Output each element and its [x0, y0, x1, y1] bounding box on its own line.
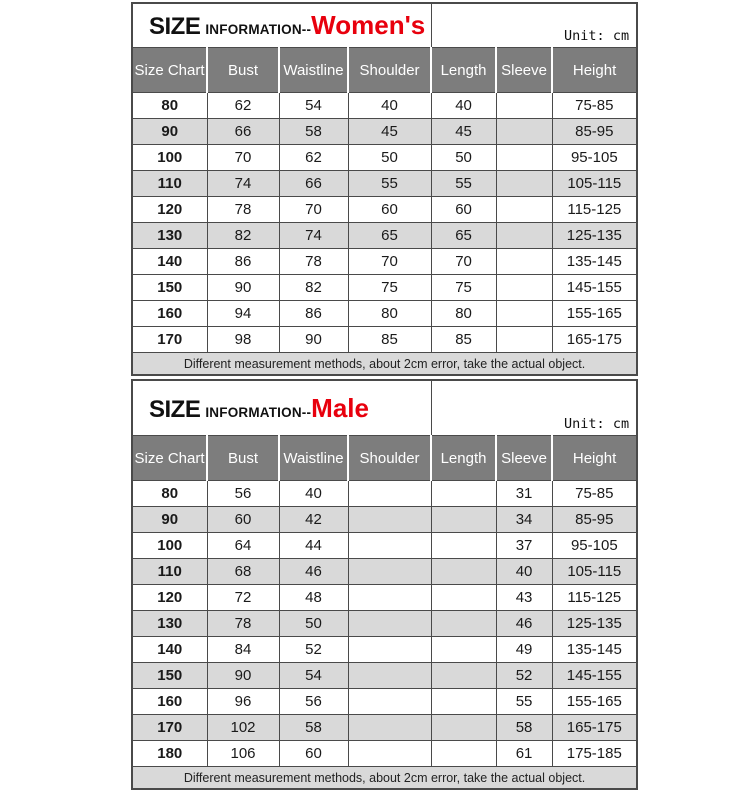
cell-bust: 66	[207, 119, 279, 145]
cell-sleeve: 43	[496, 585, 552, 611]
cell-length	[431, 611, 496, 637]
cell-waistline: 82	[279, 275, 348, 301]
column-header-size-chart: Size Chart	[132, 436, 207, 481]
cell-waistline: 90	[279, 327, 348, 353]
cell-bust: 82	[207, 223, 279, 249]
cell-size-chart: 80	[132, 481, 207, 507]
unit-label: Unit: cm	[564, 28, 630, 44]
cell-length: 60	[431, 197, 496, 223]
cell-length: 40	[431, 93, 496, 119]
cell-sleeve	[496, 93, 552, 119]
cell-bust: 74	[207, 171, 279, 197]
cell-sleeve	[496, 119, 552, 145]
cell-waistline: 78	[279, 249, 348, 275]
table-row	[132, 327, 637, 353]
cell-shoulder	[348, 741, 431, 767]
cell-shoulder	[348, 689, 431, 715]
cell-waistline: 62	[279, 145, 348, 171]
cell-height: 155-165	[552, 301, 637, 327]
table-row	[132, 171, 637, 197]
table-header-row	[132, 48, 637, 93]
cell-sleeve: 31	[496, 481, 552, 507]
cell-sleeve	[496, 223, 552, 249]
column-header-height: Height	[552, 48, 637, 93]
table-row	[132, 689, 637, 715]
cell-waistline: 58	[279, 715, 348, 741]
cell-bust: 98	[207, 327, 279, 353]
cell-size-chart: 130	[132, 611, 207, 637]
cell-length	[431, 689, 496, 715]
cell-waistline: 86	[279, 301, 348, 327]
cell-sleeve	[496, 171, 552, 197]
cell-waistline: 40	[279, 481, 348, 507]
cell-waistline: 54	[279, 93, 348, 119]
cell-shoulder: 75	[348, 275, 431, 301]
cell-height: 175-185	[552, 741, 637, 767]
cell-height: 135-145	[552, 637, 637, 663]
table-row	[132, 301, 637, 327]
cell-shoulder	[348, 715, 431, 741]
footnote-text: Different measurement methods, about 2cm error, take the actual object.	[132, 353, 637, 376]
cell-length	[431, 507, 496, 533]
cell-shoulder: 80	[348, 301, 431, 327]
cell-sleeve: 37	[496, 533, 552, 559]
cell-size-chart: 100	[132, 533, 207, 559]
size-information-sheet	[131, 2, 637, 790]
cell-shoulder	[348, 585, 431, 611]
title-size-label: SIZE	[149, 395, 201, 423]
cell-height: 105-115	[552, 171, 637, 197]
cell-waistline: 42	[279, 507, 348, 533]
cell-shoulder	[348, 533, 431, 559]
cell-sleeve: 52	[496, 663, 552, 689]
table-body	[132, 481, 637, 767]
cell-shoulder: 40	[348, 93, 431, 119]
cell-bust: 94	[207, 301, 279, 327]
cell-shoulder: 85	[348, 327, 431, 353]
cell-shoulder	[348, 559, 431, 585]
table-body	[132, 93, 637, 353]
column-header-sleeve: Sleeve	[496, 436, 552, 481]
cell-height: 145-155	[552, 275, 637, 301]
table-row	[132, 585, 637, 611]
table-row	[132, 481, 637, 507]
cell-length: 80	[431, 301, 496, 327]
cell-waistline: 44	[279, 533, 348, 559]
cell-waistline: 70	[279, 197, 348, 223]
cell-bust: 84	[207, 637, 279, 663]
column-header-shoulder: Shoulder	[348, 436, 431, 481]
cell-waistline: 46	[279, 559, 348, 585]
cell-waistline: 58	[279, 119, 348, 145]
cell-size-chart: 80	[132, 93, 207, 119]
cell-bust: 68	[207, 559, 279, 585]
cell-size-chart: 140	[132, 249, 207, 275]
cell-height: 165-175	[552, 327, 637, 353]
cell-sleeve: 55	[496, 689, 552, 715]
cell-length: 65	[431, 223, 496, 249]
cell-height: 115-125	[552, 197, 637, 223]
table-footnote-row	[132, 767, 637, 790]
cell-size-chart: 110	[132, 559, 207, 585]
cell-shoulder: 70	[348, 249, 431, 275]
cell-sleeve	[496, 197, 552, 223]
cell-waistline: 48	[279, 585, 348, 611]
cell-height: 75-85	[552, 481, 637, 507]
cell-height: 95-105	[552, 533, 637, 559]
cell-length	[431, 585, 496, 611]
cell-waistline: 56	[279, 689, 348, 715]
cell-length	[431, 715, 496, 741]
cell-bust: 64	[207, 533, 279, 559]
table-row	[132, 119, 637, 145]
cell-sleeve	[496, 327, 552, 353]
cell-length: 45	[431, 119, 496, 145]
cell-sleeve: 40	[496, 559, 552, 585]
cell-height: 165-175	[552, 715, 637, 741]
table-row	[132, 715, 637, 741]
cell-height: 155-165	[552, 689, 637, 715]
cell-waistline: 54	[279, 663, 348, 689]
table-title-row	[132, 3, 637, 48]
size-table-male	[131, 379, 638, 790]
cell-length	[431, 559, 496, 585]
table-row	[132, 249, 637, 275]
table-header-row	[132, 436, 637, 481]
title-information-label: INFORMATION--	[205, 22, 312, 37]
cell-size-chart: 100	[132, 145, 207, 171]
cell-size-chart: 140	[132, 637, 207, 663]
table-row	[132, 507, 637, 533]
cell-shoulder	[348, 637, 431, 663]
cell-bust: 60	[207, 507, 279, 533]
cell-bust: 78	[207, 611, 279, 637]
table-row	[132, 197, 637, 223]
column-header-length: Length	[431, 436, 496, 481]
cell-sleeve: 58	[496, 715, 552, 741]
cell-size-chart: 120	[132, 197, 207, 223]
table-row	[132, 741, 637, 767]
cell-bust: 78	[207, 197, 279, 223]
cell-waistline: 66	[279, 171, 348, 197]
table-row	[132, 145, 637, 171]
cell-bust: 96	[207, 689, 279, 715]
cell-bust: 90	[207, 275, 279, 301]
column-header-waistline: Waistline	[279, 436, 348, 481]
title-size-label: SIZE	[149, 13, 201, 40]
cell-shoulder: 45	[348, 119, 431, 145]
cell-sleeve	[496, 275, 552, 301]
table-title	[132, 380, 431, 436]
cell-waistline: 52	[279, 637, 348, 663]
table-row	[132, 663, 637, 689]
cell-height: 85-95	[552, 507, 637, 533]
column-header-shoulder: Shoulder	[348, 48, 431, 93]
title-gender-label: Male	[311, 392, 369, 423]
cell-size-chart: 160	[132, 301, 207, 327]
cell-length: 55	[431, 171, 496, 197]
cell-waistline: 50	[279, 611, 348, 637]
column-header-size-chart: Size Chart	[132, 48, 207, 93]
cell-shoulder	[348, 611, 431, 637]
cell-height: 85-95	[552, 119, 637, 145]
cell-length: 85	[431, 327, 496, 353]
cell-height: 125-135	[552, 223, 637, 249]
cell-shoulder	[348, 663, 431, 689]
unit-label: Unit: cm	[564, 416, 630, 432]
table-row	[132, 93, 637, 119]
table-row	[132, 637, 637, 663]
cell-bust: 62	[207, 93, 279, 119]
cell-size-chart: 180	[132, 741, 207, 767]
cell-waistline: 74	[279, 223, 348, 249]
cell-size-chart: 160	[132, 689, 207, 715]
cell-height: 135-145	[552, 249, 637, 275]
cell-sleeve	[496, 145, 552, 171]
title-gender-label: Women's	[311, 10, 426, 40]
table-footnote-row	[132, 353, 637, 376]
cell-length	[431, 533, 496, 559]
cell-height: 95-105	[552, 145, 637, 171]
cell-length	[431, 481, 496, 507]
cell-height: 115-125	[552, 585, 637, 611]
table-row	[132, 275, 637, 301]
table-row	[132, 533, 637, 559]
cell-size-chart: 170	[132, 327, 207, 353]
cell-height: 125-135	[552, 611, 637, 637]
cell-height: 145-155	[552, 663, 637, 689]
column-header-waistline: Waistline	[279, 48, 348, 93]
column-header-bust: Bust	[207, 48, 279, 93]
cell-bust: 106	[207, 741, 279, 767]
cell-length: 75	[431, 275, 496, 301]
cell-size-chart: 110	[132, 171, 207, 197]
cell-shoulder	[348, 481, 431, 507]
cell-size-chart: 170	[132, 715, 207, 741]
cell-length	[431, 741, 496, 767]
cell-size-chart: 130	[132, 223, 207, 249]
cell-waistline: 60	[279, 741, 348, 767]
cell-shoulder: 60	[348, 197, 431, 223]
cell-sleeve: 34	[496, 507, 552, 533]
cell-sleeve: 46	[496, 611, 552, 637]
table-row	[132, 611, 637, 637]
cell-length	[431, 637, 496, 663]
cell-sleeve: 49	[496, 637, 552, 663]
cell-height: 75-85	[552, 93, 637, 119]
cell-shoulder: 55	[348, 171, 431, 197]
cell-size-chart: 90	[132, 507, 207, 533]
column-header-bust: Bust	[207, 436, 279, 481]
cell-length	[431, 663, 496, 689]
cell-size-chart: 90	[132, 119, 207, 145]
unit-cell	[431, 3, 637, 48]
table-title-row	[132, 380, 637, 436]
cell-bust: 56	[207, 481, 279, 507]
cell-bust: 72	[207, 585, 279, 611]
cell-bust: 102	[207, 715, 279, 741]
column-header-height: Height	[552, 436, 637, 481]
cell-bust: 90	[207, 663, 279, 689]
unit-cell	[431, 380, 637, 436]
cell-shoulder	[348, 507, 431, 533]
table-row	[132, 223, 637, 249]
cell-sleeve: 61	[496, 741, 552, 767]
table-row	[132, 559, 637, 585]
column-header-sleeve: Sleeve	[496, 48, 552, 93]
cell-shoulder: 50	[348, 145, 431, 171]
cell-size-chart: 150	[132, 663, 207, 689]
cell-size-chart: 120	[132, 585, 207, 611]
table-title	[132, 3, 431, 48]
size-table-women	[131, 2, 638, 376]
cell-bust: 86	[207, 249, 279, 275]
cell-shoulder: 65	[348, 223, 431, 249]
cell-bust: 70	[207, 145, 279, 171]
column-header-length: Length	[431, 48, 496, 93]
cell-sleeve	[496, 249, 552, 275]
cell-sleeve	[496, 301, 552, 327]
cell-height: 105-115	[552, 559, 637, 585]
cell-length: 50	[431, 145, 496, 171]
cell-length: 70	[431, 249, 496, 275]
title-information-label: INFORMATION--	[205, 404, 312, 420]
cell-size-chart: 150	[132, 275, 207, 301]
footnote-text: Different measurement methods, about 2cm error, take the actual object.	[132, 767, 637, 790]
